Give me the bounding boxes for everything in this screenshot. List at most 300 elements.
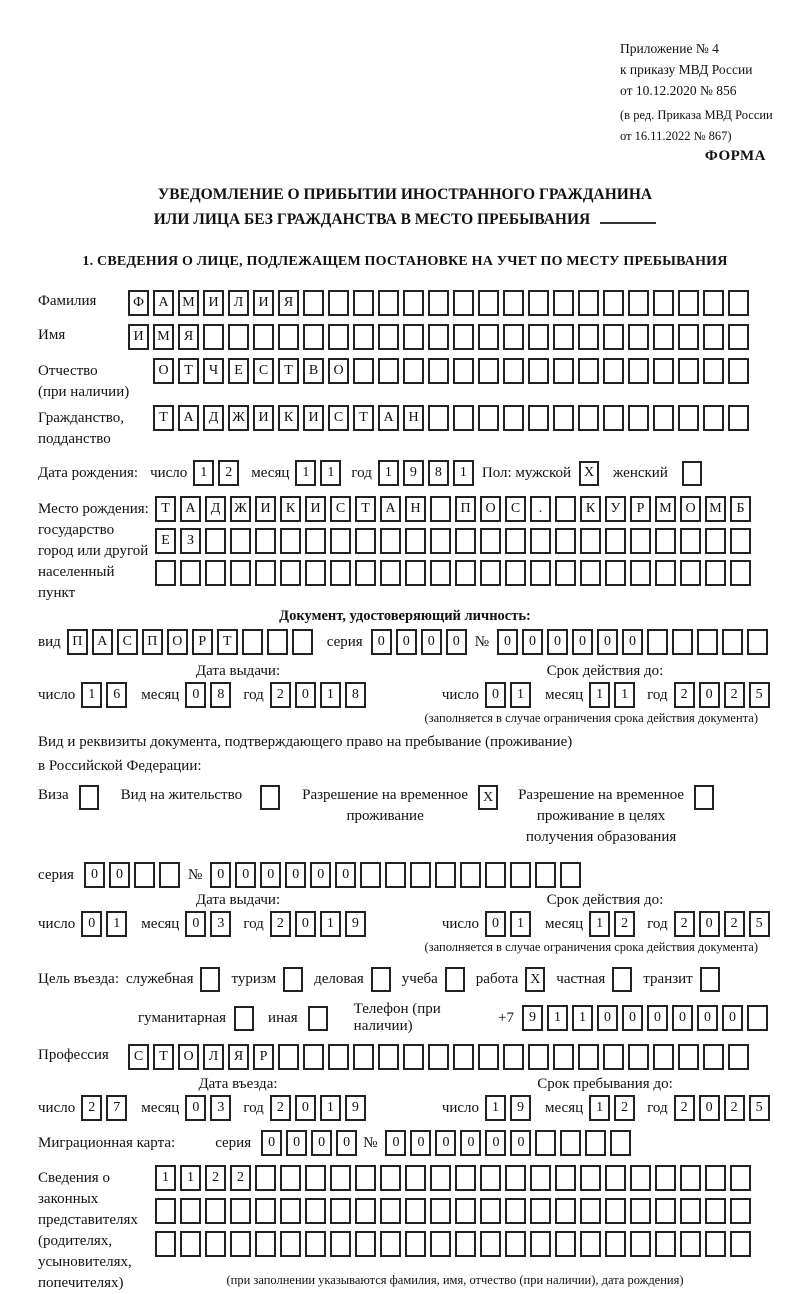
char-cell xyxy=(730,560,751,586)
birthdate-row xyxy=(38,460,772,486)
char-cell: 0 xyxy=(185,911,206,937)
char-cell: 0 xyxy=(261,1130,282,1156)
char-cell xyxy=(328,324,349,350)
char-cell xyxy=(305,1231,326,1257)
char-cell: 2 xyxy=(81,1095,102,1121)
char-cell xyxy=(478,324,499,350)
char-cell xyxy=(630,1165,651,1191)
guardians-cells-3 xyxy=(155,1231,755,1257)
firstname-label: Имя xyxy=(38,327,66,343)
char-cell: 2 xyxy=(270,682,291,708)
char-cell xyxy=(503,290,524,316)
char-cell: В xyxy=(303,358,324,384)
purpose-business: деловая xyxy=(314,967,391,992)
char-cell xyxy=(678,358,699,384)
migration-card-row xyxy=(38,1130,772,1156)
char-cell xyxy=(267,629,288,655)
char-cell: С xyxy=(253,358,274,384)
temp-residence-education-label xyxy=(518,785,684,848)
char-cell: С xyxy=(328,405,349,431)
char-cell xyxy=(680,560,701,586)
char-cell: И xyxy=(255,496,276,522)
char-cell xyxy=(230,528,251,554)
doc-series-cells xyxy=(371,629,471,655)
char-cell: 0 xyxy=(410,1130,431,1156)
char-cell xyxy=(330,1198,351,1224)
char-cell xyxy=(603,405,624,431)
char-cell xyxy=(603,324,624,350)
temp-residence-label xyxy=(302,785,468,827)
char-cell xyxy=(703,324,724,350)
char-cell xyxy=(453,358,474,384)
issue-date-header: Дата выдачи: xyxy=(195,663,281,679)
char-cell: 0 xyxy=(597,629,618,655)
char-cell: 1 xyxy=(155,1165,176,1191)
char-cell: П xyxy=(142,629,163,655)
char-cell xyxy=(430,1198,451,1224)
residence-date-headers xyxy=(38,892,772,909)
char-cell xyxy=(655,1165,676,1191)
char-cell xyxy=(330,560,351,586)
char-cell xyxy=(505,1165,526,1191)
char-cell: 0 xyxy=(547,629,568,655)
citizenship-row xyxy=(38,405,772,450)
char-cell: Е xyxy=(228,358,249,384)
char-cell: У xyxy=(605,496,626,522)
month-label: месяц xyxy=(251,464,290,481)
char-cell: 0 xyxy=(497,629,518,655)
char-cell xyxy=(403,324,424,350)
char-cell: 0 xyxy=(460,1130,481,1156)
char-cell xyxy=(428,290,449,316)
char-cell: Т xyxy=(155,496,176,522)
char-cell: 0 xyxy=(396,629,417,655)
label-line: город или другой xyxy=(38,543,149,559)
char-cell: 0 xyxy=(597,1005,618,1031)
char-cell xyxy=(478,405,499,431)
label-line: Разрешение на временное xyxy=(518,787,685,803)
day-label: число xyxy=(441,686,480,703)
doc-number-cells xyxy=(497,629,772,655)
char-cell xyxy=(430,528,451,554)
char-cell: Т xyxy=(178,358,199,384)
char-cell: 1 xyxy=(547,1005,568,1031)
char-cell: 0 xyxy=(485,911,506,937)
stay-until-group xyxy=(442,1095,774,1121)
char-cell xyxy=(578,358,599,384)
char-cell xyxy=(655,1198,676,1224)
char-cell xyxy=(560,1130,581,1156)
issue-month-cells xyxy=(185,682,235,708)
char-cell xyxy=(528,324,549,350)
char-cell xyxy=(647,629,668,655)
char-cell xyxy=(255,528,276,554)
char-cell xyxy=(553,1044,574,1070)
char-cell: С xyxy=(128,1044,149,1070)
char-cell xyxy=(555,560,576,586)
residence-dates-row xyxy=(38,911,772,937)
char-cell: 0 xyxy=(295,682,316,708)
char-cell xyxy=(280,560,301,586)
entry-date-header: Дата въезда: xyxy=(198,1076,278,1092)
residence-permit-label xyxy=(121,785,242,806)
char-cell xyxy=(480,560,501,586)
visa-label xyxy=(38,785,69,806)
char-cell xyxy=(303,1044,324,1070)
char-cell: С xyxy=(330,496,351,522)
char-cell xyxy=(455,1231,476,1257)
residence-series-label: серия xyxy=(38,866,74,883)
label-line: (в ред. Приказа МВД России xyxy=(620,108,773,122)
char-cell: Н xyxy=(405,496,426,522)
purpose-transit: транзит xyxy=(643,967,719,992)
char-cell: М xyxy=(178,290,199,316)
char-cell xyxy=(530,560,551,586)
char-cell xyxy=(453,324,474,350)
doc-kind-label: вид xyxy=(38,633,61,650)
char-cell xyxy=(378,1044,399,1070)
residence-permit-checkbox xyxy=(260,785,280,810)
char-cell: М xyxy=(655,496,676,522)
char-cell xyxy=(535,862,556,888)
label-line: получения образования xyxy=(525,829,677,845)
day-label: число xyxy=(38,1099,76,1116)
char-cell: 2 xyxy=(270,1095,291,1121)
char-cell: 2 xyxy=(724,911,745,937)
char-cell xyxy=(353,1044,374,1070)
char-cell: О xyxy=(328,358,349,384)
year-label: год xyxy=(243,1099,264,1116)
char-cell xyxy=(430,496,451,522)
char-cell xyxy=(603,290,624,316)
char-cell xyxy=(255,1165,276,1191)
char-cell: Р xyxy=(253,1044,274,1070)
char-cell: 5 xyxy=(749,911,770,937)
char-cell xyxy=(305,560,326,586)
entry-date-headers xyxy=(38,1076,772,1093)
char-cell: З xyxy=(180,528,201,554)
month-label: месяц xyxy=(141,686,180,703)
char-cell xyxy=(628,405,649,431)
char-cell xyxy=(455,1165,476,1191)
char-cell xyxy=(653,290,674,316)
char-cell xyxy=(728,358,749,384)
char-cell: 2 xyxy=(270,911,291,937)
char-cell xyxy=(655,1231,676,1257)
surname-cells xyxy=(128,290,753,316)
char-cell xyxy=(697,629,718,655)
char-cell xyxy=(353,324,374,350)
char-cell: 0 xyxy=(335,862,356,888)
char-cell: 1 xyxy=(193,460,214,486)
char-cell xyxy=(703,290,724,316)
char-cell xyxy=(580,1165,601,1191)
stay-until-header: Срок пребывания до: xyxy=(537,1076,673,1092)
char-cell xyxy=(653,1044,674,1070)
entry-year-cells xyxy=(270,1095,370,1121)
char-cell xyxy=(430,1231,451,1257)
char-cell: . xyxy=(530,496,551,522)
char-cell xyxy=(605,1165,626,1191)
char-cell xyxy=(205,1198,226,1224)
entry-date-group xyxy=(38,1095,370,1121)
char-cell xyxy=(628,290,649,316)
citizenship-label xyxy=(38,405,153,450)
char-cell: 8 xyxy=(210,682,231,708)
char-cell xyxy=(703,405,724,431)
char-cell: 1 xyxy=(378,460,399,486)
char-cell xyxy=(728,1044,749,1070)
year-label: год xyxy=(647,1099,668,1116)
char-cell xyxy=(228,324,249,350)
char-cell: Д xyxy=(203,405,224,431)
char-cell xyxy=(528,1044,549,1070)
purpose-private: частная xyxy=(556,967,632,992)
char-cell: 2 xyxy=(724,682,745,708)
char-cell: 1 xyxy=(295,460,316,486)
char-cell xyxy=(280,1165,301,1191)
char-cell: Ж xyxy=(230,496,251,522)
char-cell xyxy=(292,629,313,655)
char-cell: 2 xyxy=(230,1165,251,1191)
char-cell: 2 xyxy=(205,1165,226,1191)
char-cell xyxy=(205,560,226,586)
issue-date-header: Дата выдачи: xyxy=(195,892,281,908)
char-cell: С xyxy=(505,496,526,522)
char-cell xyxy=(505,560,526,586)
char-cell xyxy=(605,1231,626,1257)
char-cell xyxy=(305,528,326,554)
char-cell xyxy=(580,560,601,586)
char-cell: М xyxy=(705,496,726,522)
char-cell: 0 xyxy=(210,862,231,888)
char-cell xyxy=(378,324,399,350)
purpose-tourism: туризм xyxy=(231,967,303,992)
char-cell: П xyxy=(67,629,88,655)
visa-checkbox xyxy=(79,785,99,810)
char-cell xyxy=(628,324,649,350)
char-cell xyxy=(630,560,651,586)
char-cell xyxy=(480,1165,501,1191)
char-cell: 2 xyxy=(674,682,695,708)
char-cell: С xyxy=(117,629,138,655)
residence-series-cells xyxy=(84,862,184,888)
char-cell xyxy=(328,1044,349,1070)
char-cell: 9 xyxy=(403,460,424,486)
char-cell xyxy=(403,358,424,384)
char-cell: 3 xyxy=(210,911,231,937)
char-cell xyxy=(653,324,674,350)
doc-kind-cells xyxy=(67,629,317,655)
char-cell xyxy=(703,1044,724,1070)
char-cell xyxy=(405,1198,426,1224)
label-line: к приказу МВД России xyxy=(620,62,753,77)
char-cell: 0 xyxy=(722,1005,743,1031)
label-line: Сведения о xyxy=(38,1170,110,1186)
sex-female-label: женский xyxy=(613,464,668,481)
guardians-label xyxy=(38,1165,155,1294)
char-cell: 0 xyxy=(371,629,392,655)
label-line: от 16.11.2022 № 867) xyxy=(620,129,732,143)
char-cell: Р xyxy=(192,629,213,655)
char-cell xyxy=(428,358,449,384)
char-cell xyxy=(553,405,574,431)
char-cell xyxy=(578,324,599,350)
char-cell: 0 xyxy=(295,911,316,937)
sex-label: Пол: мужской xyxy=(481,464,572,481)
char-cell xyxy=(435,862,456,888)
char-cell: 1 xyxy=(180,1165,201,1191)
day-label: число xyxy=(150,464,188,481)
char-cell xyxy=(355,1231,376,1257)
appendix-header xyxy=(620,38,795,147)
valid-date-header: Срок действия до: xyxy=(546,663,664,679)
char-cell: 1 xyxy=(572,1005,593,1031)
char-cell: Т xyxy=(278,358,299,384)
char-cell xyxy=(478,358,499,384)
char-cell xyxy=(280,1198,301,1224)
char-cell: 0 xyxy=(510,1130,531,1156)
char-cell xyxy=(628,358,649,384)
appendix-lines xyxy=(620,38,795,101)
char-cell: Т xyxy=(355,496,376,522)
valid-day-cells xyxy=(485,682,535,708)
purpose-business-checkbox xyxy=(371,967,391,992)
birth-year-cells xyxy=(378,460,478,486)
char-cell: 0 xyxy=(672,1005,693,1031)
label-line: Приложение № 4 xyxy=(620,41,719,56)
residence-number-label: № xyxy=(187,866,203,883)
char-cell: 9 xyxy=(510,1095,531,1121)
char-cell xyxy=(530,1165,551,1191)
title-line-1: УВЕДОМЛЕНИЕ О ПРИБЫТИИ ИНОСТРАННОГО ГРАЖДАНИНА xyxy=(157,186,653,203)
char-cell xyxy=(478,1044,499,1070)
char-cell xyxy=(555,496,576,522)
char-cell xyxy=(535,1130,556,1156)
firstname-row xyxy=(38,324,772,350)
label-line: представителях xyxy=(38,1212,138,1228)
char-cell xyxy=(503,358,524,384)
label-line: Отчество xyxy=(38,363,98,379)
char-cell: И xyxy=(305,496,326,522)
char-cell xyxy=(628,1044,649,1070)
char-cell xyxy=(428,1044,449,1070)
char-cell xyxy=(385,862,406,888)
char-cell xyxy=(278,1044,299,1070)
char-cell xyxy=(728,324,749,350)
label-line: законных xyxy=(38,1191,99,1207)
char-cell xyxy=(134,862,155,888)
char-cell xyxy=(747,1005,768,1031)
char-cell xyxy=(355,1198,376,1224)
char-cell: 0 xyxy=(235,862,256,888)
char-cell xyxy=(530,1198,551,1224)
profession-row xyxy=(38,1044,772,1070)
char-cell xyxy=(528,290,549,316)
char-cell: 1 xyxy=(510,682,531,708)
issue-day-cells xyxy=(81,911,131,937)
char-cell xyxy=(728,290,749,316)
char-cell: 8 xyxy=(345,682,366,708)
char-cell: Ж xyxy=(228,405,249,431)
char-cell xyxy=(680,528,701,554)
char-cell xyxy=(405,1165,426,1191)
char-cell xyxy=(455,1198,476,1224)
purpose-study-checkbox xyxy=(445,967,465,992)
char-cell xyxy=(555,528,576,554)
birthplace-row xyxy=(38,496,772,604)
char-cell xyxy=(730,528,751,554)
char-cell xyxy=(705,1198,726,1224)
char-cell: 0 xyxy=(522,629,543,655)
patronymic-label xyxy=(38,358,153,403)
char-cell: 0 xyxy=(310,862,331,888)
temp-residence-checkbox: X xyxy=(478,785,498,810)
identity-date-headers xyxy=(38,663,772,680)
birthplace-cells-2 xyxy=(155,528,755,554)
label-line: (родителях, xyxy=(38,1233,113,1249)
title-underline xyxy=(600,209,656,224)
char-cell xyxy=(553,358,574,384)
char-cell xyxy=(605,1198,626,1224)
char-cell xyxy=(605,528,626,554)
patronymic-cells xyxy=(153,358,753,384)
birthdate-label: Дата рождения: xyxy=(38,464,139,481)
purpose-work-checkbox: X xyxy=(525,967,545,992)
char-cell: 0 xyxy=(699,1095,720,1121)
char-cell xyxy=(505,1231,526,1257)
char-cell: 0 xyxy=(572,629,593,655)
char-cell: Б xyxy=(730,496,751,522)
identity-validity-note: (заполняется в случае ограничения срока действия документа) xyxy=(424,711,758,725)
entry-dates-row xyxy=(38,1095,772,1121)
char-cell: 0 xyxy=(697,1005,718,1031)
char-cell xyxy=(453,405,474,431)
char-cell: 1 xyxy=(485,1095,506,1121)
char-cell xyxy=(678,290,699,316)
char-cell xyxy=(553,324,574,350)
birth-month-cells xyxy=(295,460,345,486)
migration-series-cells xyxy=(261,1130,361,1156)
char-cell: И xyxy=(253,290,274,316)
section1-heading: 1. СВЕДЕНИЯ О ЛИЦЕ, ПОДЛЕЖАЩЕМ ПОСТАНОВКЕ НА УЧЕТ ПО МЕСТУ ПРЕБЫВАНИЯ xyxy=(82,254,728,269)
char-cell xyxy=(580,528,601,554)
char-cell xyxy=(655,560,676,586)
month-label: месяц xyxy=(545,915,584,932)
char-cell xyxy=(503,324,524,350)
char-cell xyxy=(180,1231,201,1257)
char-cell xyxy=(580,1231,601,1257)
char-cell xyxy=(328,290,349,316)
char-cell: 1 xyxy=(320,460,341,486)
guardians-cells-2 xyxy=(155,1198,755,1224)
valid-month-cells xyxy=(589,911,639,937)
residence-doc-options xyxy=(38,785,772,848)
char-cell: 1 xyxy=(589,1095,610,1121)
valid-date-header: Срок действия до: xyxy=(546,892,664,908)
char-cell: Т xyxy=(217,629,238,655)
char-cell xyxy=(278,324,299,350)
char-cell: 3 xyxy=(210,1095,231,1121)
char-cell xyxy=(353,290,374,316)
profession-cells xyxy=(128,1044,753,1070)
char-cell: 5 xyxy=(749,1095,770,1121)
identity-dates-row xyxy=(38,682,772,708)
char-cell: 0 xyxy=(622,629,643,655)
sex-male-checkbox: X xyxy=(579,461,599,486)
migration-number-cells xyxy=(385,1130,635,1156)
migration-card-label: Миграционная карта: xyxy=(38,1134,176,1151)
